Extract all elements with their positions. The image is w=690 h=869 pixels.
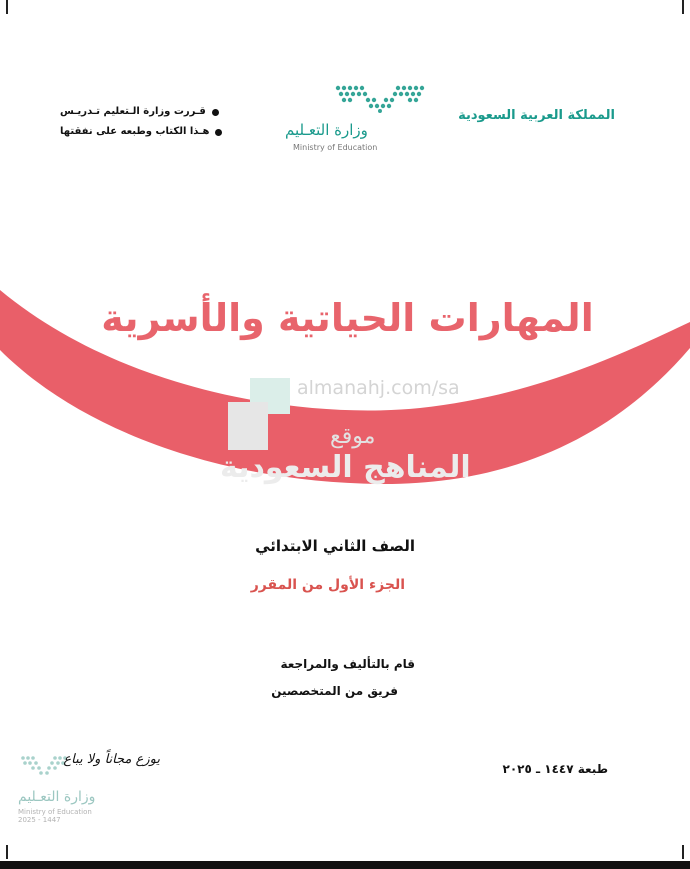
kingdom-name: المملكة العربية السعودية — [458, 108, 615, 123]
footer-ministry-name-english: Ministry of Education — [18, 808, 92, 816]
decree-line-1: قـررت وزارة الـتعليم تـدريـس — [60, 102, 260, 122]
footer-ministry-name-arabic: وزارة التعـليم — [18, 789, 96, 805]
authorship-line-1: قام بالتأليف والمراجعة — [280, 657, 415, 671]
bullet-icon — [212, 109, 219, 116]
ministry-decree — [60, 102, 260, 142]
grade-label: الصف الثاني الابتدائي — [255, 537, 415, 555]
footer-years: 2025 - 1447 — [18, 816, 61, 824]
ministry-name-arabic: وزارة التعـليم — [285, 121, 368, 139]
authorship-line-2: فريق من المتخصصين — [271, 684, 398, 698]
crop-mark-top-right — [682, 0, 684, 14]
free-distribution-note: يوزع مجاناً ولا يباع — [63, 752, 160, 767]
part-label: الجزء الأول من المقرر — [250, 577, 405, 593]
ministry-name-english: Ministry of Education — [293, 143, 378, 152]
book-title: المهارات الحياتية والأسرية — [101, 296, 594, 340]
crop-mark-bottom-right — [682, 845, 684, 859]
edition-label: طبعة ١٤٤٧ ـ ٢٠٢٥ — [502, 762, 608, 776]
watermark-url: almanahj.com/sa — [297, 377, 460, 399]
crop-mark-top-left — [6, 0, 8, 14]
decree-line-2: هـذا الكتاب وطبعه على نفقتها — [60, 122, 260, 142]
watermark-text-1: موقع — [330, 424, 376, 449]
bottom-edge-bar — [0, 861, 690, 869]
crop-mark-bottom-left — [6, 845, 8, 859]
watermark-logo — [228, 378, 290, 452]
bullet-icon — [215, 129, 222, 136]
ministry-logo-icon — [334, 84, 426, 114]
watermark-text-2: المناهج السعودية — [220, 450, 471, 485]
